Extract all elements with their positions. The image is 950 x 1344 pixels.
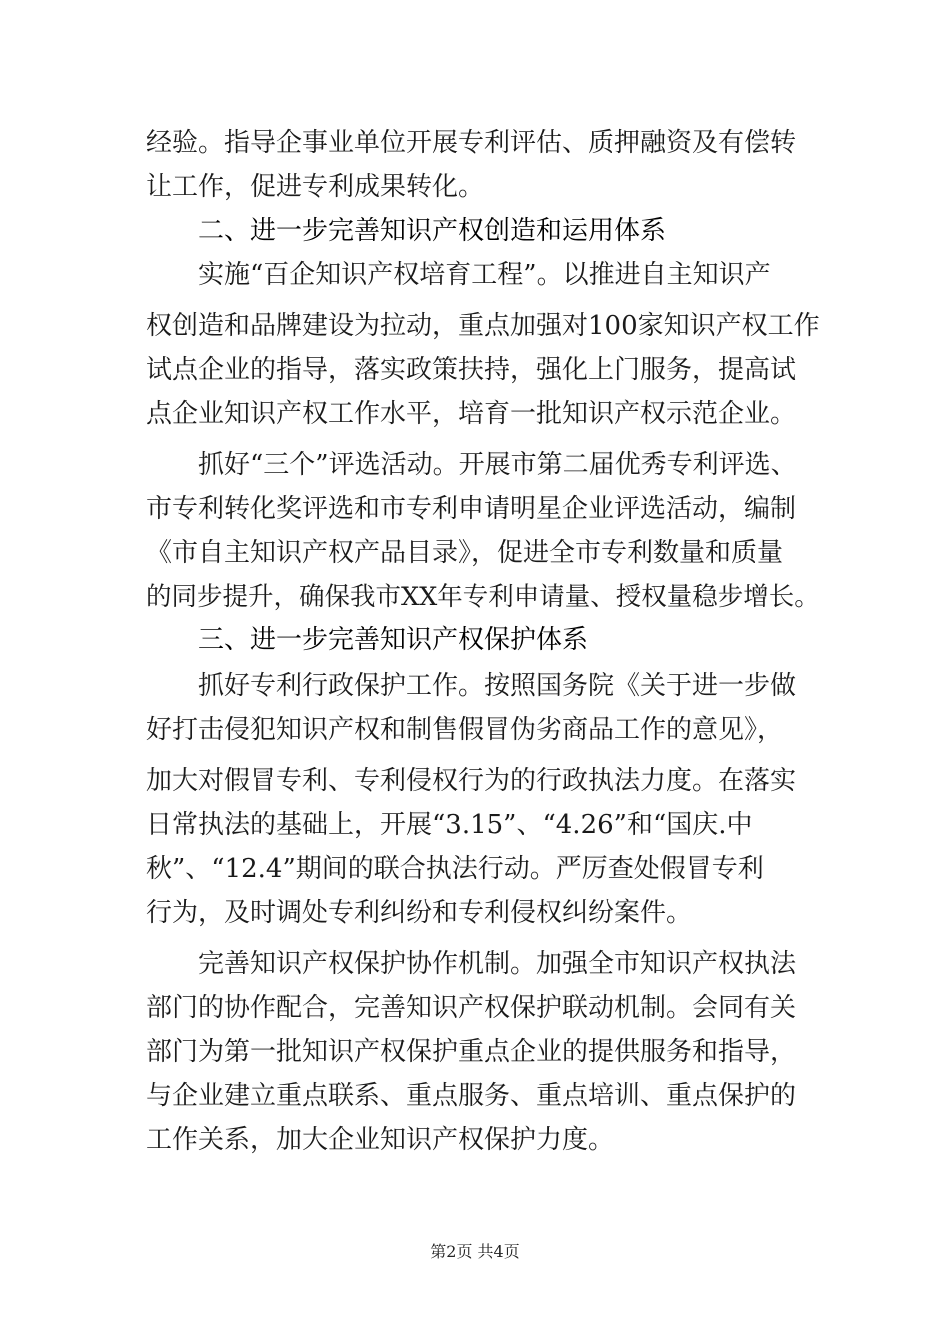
paragraph-first-line: 抓好“三个”评选活动。开展市第二届优秀专利评选、: [198, 450, 797, 480]
section-heading-3: 三、进一步完善知识产权保护体系: [198, 625, 589, 655]
section-heading-2: 二、进一步完善知识产权创造和运用体系: [198, 216, 667, 246]
body-line: 好打击侵犯知识产权和制售假冒伪劣商品工作的意见》，: [146, 715, 784, 745]
body-line: 与企业建立重点联系、重点服务、重点培训、重点保护的: [146, 1081, 797, 1111]
body-line: 部门的协作配合，完善知识产权保护联动机制。会同有关: [146, 993, 797, 1023]
body-line: 点企业知识产权工作水平，培育一批知识产权示范企业。: [146, 399, 797, 429]
body-line: 秋”、“12.4”期间的联合执法行动。严厉查处假冒专利: [146, 854, 764, 884]
body-line: 部门为第一批知识产权保护重点企业的提供服务和指导，: [146, 1037, 797, 1067]
body-line: 经验。指导企事业单位开展专利评估、质押融资及有偿转: [146, 128, 797, 158]
paragraph-first-line: 实施“百企知识产权培育工程”。以推进自主知识产: [198, 260, 771, 290]
body-line: 的同步提升，确保我市XX年专利申请量、授权量稳步增长。: [146, 582, 820, 612]
body-line: 试点企业的指导，落实政策扶持，强化上门服务，提高试: [146, 355, 797, 385]
body-line: 市专利转化奖评选和市专利申请明星企业评选活动，编制: [146, 494, 797, 524]
body-line: 日常执法的基础上，开展“3.15”、“4.26”和“国庆.中: [146, 810, 753, 840]
body-line: 工作关系，加大企业知识产权保护力度。: [146, 1125, 615, 1155]
body-line: 《市自主知识产权产品目录》，促进全市专利数量和质量: [146, 538, 784, 568]
paragraph-first-line: 抓好专利行政保护工作。按照国务院《关于进一步做: [198, 671, 797, 701]
paragraph-first-line: 完善知识产权保护协作机制。加强全市知识产权执法: [198, 949, 797, 979]
body-line: 加大对假冒专利、专利侵权行为的行政执法力度。在落实: [146, 766, 797, 796]
body-line: 行为，及时调处专利纠纷和专利侵权纠纷案件。: [146, 898, 693, 928]
page-number-footer: 第2页 共4页: [430, 1242, 520, 1261]
body-line: 让工作，促进专利成果转化。: [146, 172, 485, 202]
body-line: 权创造和品牌建设为拉动，重点加强对100家知识产权工作: [146, 311, 820, 341]
